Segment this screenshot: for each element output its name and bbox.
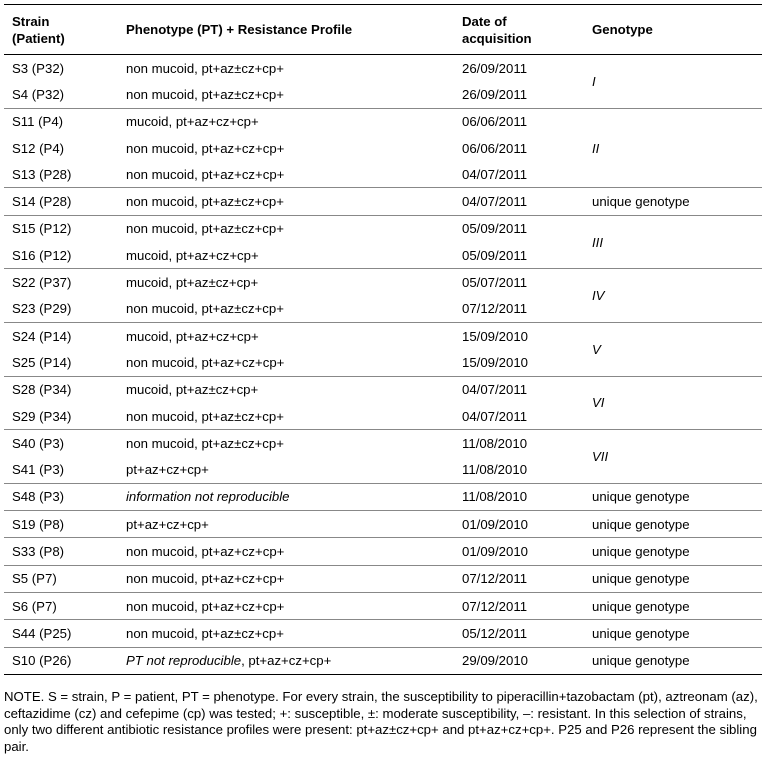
cell-phenotype: mucoid, pt+az+cz+cp+ [118,322,454,349]
cell-strain: S6 (P7) [4,592,118,619]
table-row [4,647,762,674]
cell-strain: S40 (P3) [4,430,118,457]
cell-strain: S23 (P29) [12,301,72,317]
cell-genotype: IV [584,269,762,323]
cell-phenotype: non mucoid, pt+az+cz+cp+ [126,140,285,156]
cell-date: 11/08/2010 [454,483,584,510]
cell-strain: S22 (P37) [4,269,118,296]
cell-genotype: unique genotype [584,647,762,674]
table-row [4,108,762,135]
cell-date: 05/09/2011 [462,247,528,263]
cell-date: 01/09/2010 [454,538,584,565]
table-row [4,620,762,647]
cell-date: 05/12/2011 [454,620,584,647]
cell-genotype: V [584,322,762,376]
cell-genotype: VII [584,430,762,484]
cell-genotype: unique genotype [584,620,762,647]
cell-phenotype: non mucoid, pt+az±cz+cp+ [118,215,454,242]
table-row [4,483,762,510]
cell-genotype: I [592,73,596,89]
cell-date: 11/08/2010 [462,462,528,478]
strain-genotype-table [4,4,762,675]
cell-genotype: unique genotype [584,511,762,538]
cell-date: 01/09/2010 [454,511,584,538]
cell-strain: S41 (P3) [12,462,65,478]
cell-strain: S33 (P8) [4,538,118,565]
cell-date: 04/07/2011 [462,166,528,182]
table-row [4,430,762,457]
cell-strain: S28 (P34) [4,376,118,403]
cell-phenotype: non mucoid, pt+az±cz+cp+ [126,408,284,424]
cell-genotype: unique genotype [584,592,762,619]
phenotype-italic-text: PT not reproducible [126,653,242,669]
cell-date: 26/09/2011 [462,60,528,76]
cell-genotype: II [584,108,762,188]
cell-phenotype: non mucoid, pt+az+cz+cp+ [118,592,454,619]
cell-strain: S19 (P8) [4,511,118,538]
table-body [4,55,762,675]
cell-phenotype: non mucoid, pt+az+cz+cp+ [126,354,285,370]
header-date-line2: acquisition [462,30,532,46]
header-date-line1: Date of [462,13,507,29]
cell-date: 26/09/2011 [462,86,528,102]
cell-strain: S10 (P26) [4,647,118,674]
table-note: NOTE. S = strain, P = patient, PT = phenotype. For every strain, the susceptibility to piperacillin+tazobactam (pt), aztreonam (az), ceftazidime (cz) and cefepime (cp) was tested; +: susceptible, ±: moderate susceptibility, –: resistant. In this selection of strains, only two different antibiotic resistance profiles were present: pt+az±cz+cp+ and pt+az+cz+cp+. P25 and P26 represent the sibling pair. [4,689,758,754]
cell-strain: S5 (P7) [4,565,118,592]
cell-date: 29/09/2010 [454,647,584,674]
cell-strain: S16 (P12) [12,247,72,263]
header-phenotype: Phenotype (PT) + Resistance Profile [118,5,454,55]
header-date [454,5,584,55]
header-strain-line1: Strain [12,13,50,29]
cell-phenotype: pt+az+cz+cp+ [118,511,454,538]
cell-strain: S48 (P3) [4,483,118,510]
cell-genotype: unique genotype [584,483,762,510]
cell-strain: S11 (P4) [4,108,118,135]
cell-phenotype: non mucoid, pt+az+cz+cp+ [126,166,285,182]
table-header [4,5,762,55]
cell-date: 07/12/2011 [462,301,528,317]
cell-phenotype: non mucoid, pt+az±cz+cp+ [126,60,284,76]
header-strain [4,5,118,55]
cell-phenotype: non mucoid, pt+az+cz+cp+ [118,538,454,565]
cell-phenotype: mucoid, pt+az±cz+cp+ [118,376,454,403]
cell-date: 04/07/2011 [454,188,584,215]
cell-strain: S15 (P12) [4,215,118,242]
cell-genotype: unique genotype [584,188,762,215]
cell-date: 11/08/2010 [454,430,584,457]
cell-strain: S3 (P32) [12,60,65,76]
table-row [4,215,762,242]
cell-date: 15/09/2010 [462,354,529,370]
table-row [4,565,762,592]
cell-strain: S12 (P4) [12,140,65,156]
cell-strain: S25 (P14) [12,354,72,370]
cell-strain: S24 (P14) [4,322,118,349]
cell-strain: S44 (P25) [4,620,118,647]
header-row [4,5,762,55]
cell-phenotype: mucoid, pt+az+cz+cp+ [126,247,259,263]
cell-genotype: unique genotype [584,565,762,592]
phenotype-italic-text: information not reproducible [126,489,290,505]
cell-phenotype: non mucoid, pt+az±cz+cp+ [126,301,284,317]
cell-date: 15/09/2010 [454,322,584,349]
table-row [4,376,762,403]
cell-genotype: III [584,215,762,269]
cell-phenotype: mucoid, pt+az+cz+cp+ [118,108,454,135]
cell-genotype: VI [584,376,762,430]
cell-date: 06/06/2011 [454,108,584,135]
cell-date: 07/12/2011 [454,565,584,592]
cell-date: 06/06/2011 [462,140,528,156]
table-row [4,55,762,82]
table-row [4,322,762,349]
cell-strain: S13 (P28) [12,166,72,182]
cell-strain: S29 (P34) [12,408,72,424]
phenotype-text: , pt+az+cz+cp+ [241,653,332,669]
cell-phenotype: non mucoid, pt+az±cz+cp+ [126,86,284,102]
cell-phenotype: non mucoid, pt+az±cz+cp+ [118,430,454,457]
cell-date: 05/07/2011 [454,269,584,296]
cell-genotype: unique genotype [584,538,762,565]
cell-date: 04/07/2011 [454,376,584,403]
cell-phenotype: mucoid, pt+az±cz+cp+ [118,269,454,296]
cell-strain: S4 (P32) [12,86,65,102]
table-row [4,538,762,565]
cell-strain: S14 (P28) [4,188,118,215]
cell-date: 07/12/2011 [454,592,584,619]
cell-phenotype: non mucoid, pt+az±cz+cp+ [118,188,454,215]
table-row [4,592,762,619]
cell-phenotype: non mucoid, pt+az+cz+cp+ [118,565,454,592]
table-row [4,269,762,296]
cell-phenotype: pt+az+cz+cp+ [126,462,209,478]
table-row [4,511,762,538]
cell-phenotype: non mucoid, pt+az±cz+cp+ [118,620,454,647]
header-genotype: Genotype [584,5,762,55]
cell-date: 04/07/2011 [462,408,528,424]
table-row [4,188,762,215]
header-strain-line2: (Patient) [12,30,65,46]
cell-phenotype [118,647,454,674]
cell-date: 05/09/2011 [454,215,584,242]
cell-phenotype [118,483,454,510]
